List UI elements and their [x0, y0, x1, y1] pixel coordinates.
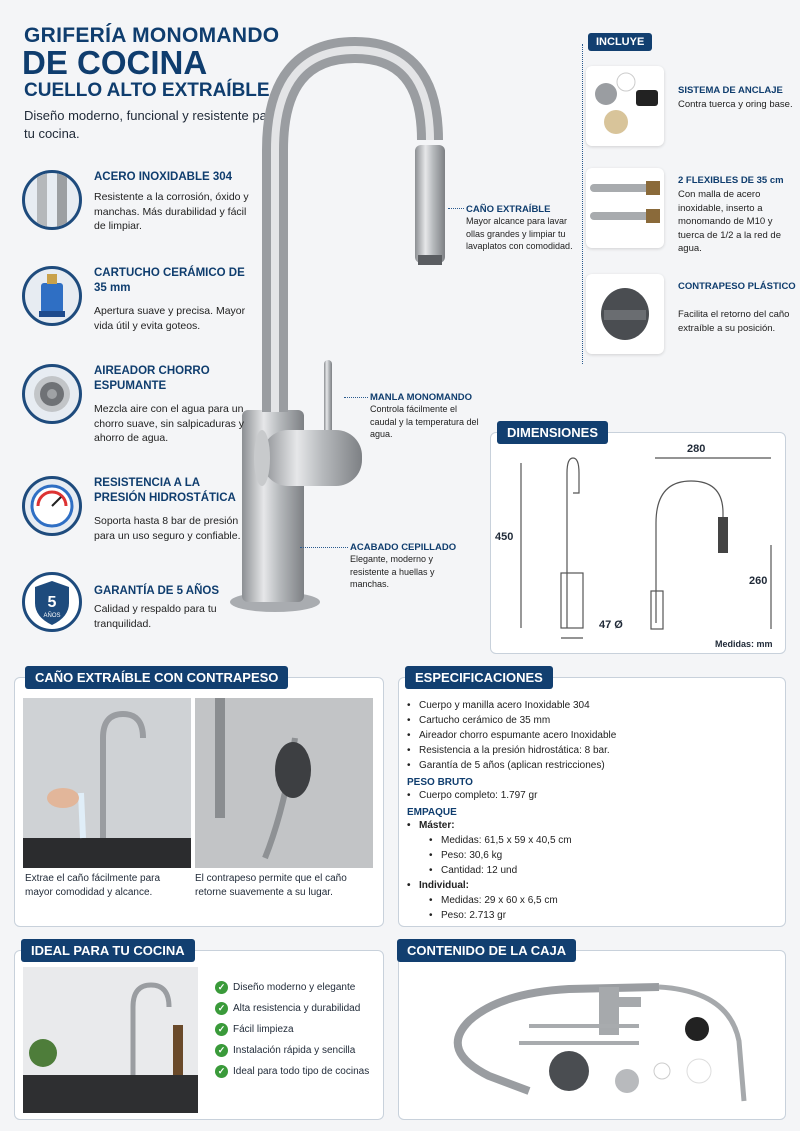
steel-tube-icon [22, 170, 82, 230]
feature-acero [22, 170, 262, 240]
specs-list [407, 698, 777, 773]
peso-header: PESO BRUTO [407, 777, 473, 788]
counterweight-image [586, 274, 664, 354]
feature-title: AIREADOR CHORRO ESPUMANTE [94, 365, 210, 392]
incluye-text: Facilita el retorno del caño extraíble a su posición. [678, 309, 790, 334]
title-line-2: DE COCINA [22, 44, 208, 81]
pullout-caption-2: El contrapeso permite que el caño retorne suavemente a su lugar. [195, 873, 347, 898]
feature-text: Resistente a la corrosión, óxido y manchas. Más durabilidad y fácil de limpiar. [94, 191, 249, 232]
box-contents-image [409, 971, 777, 1116]
feature-aireador [22, 364, 262, 444]
kitchen-photo [23, 967, 198, 1113]
ideal-panel [14, 943, 384, 1120]
check-icon: ✓ [215, 1044, 228, 1057]
spec-item: • Resistencia a la presión hidrostática: 8 bar. [407, 743, 777, 758]
anchor-kit-image [586, 66, 664, 146]
incluye-header: INCLUYE [588, 32, 652, 51]
incluye-title: CONTRAPESO PLÁSTICO [678, 281, 796, 292]
feature-title: RESISTENCIA A LA PRESIÓN HIDROSTÁTICA [94, 477, 236, 504]
peso-item: • Cuerpo completo: 1.797 gr [407, 788, 777, 803]
incluye-divider [582, 44, 583, 364]
individual-item: • Peso: 2.713 gr [429, 908, 777, 923]
ideal-item: ✓ Diseño moderno y elegante [215, 981, 380, 1002]
ideal-list [215, 981, 380, 1086]
specs-panel [398, 670, 786, 927]
spec-item: • Cartucho cerámico de 35 mm [407, 713, 777, 728]
warranty-word: AÑOS [43, 613, 61, 619]
callout-manija [370, 392, 480, 441]
feature-title: CARTUCHO CERÁMICO DE 35 mm [94, 267, 245, 294]
spec-item: • Aireador chorro espumante acero Inoxidable [407, 728, 777, 743]
title-line-3: CUELLO ALTO EXTRAÍBLE [24, 80, 270, 101]
counterweight-photo [195, 698, 373, 868]
feature-title: ACERO INOXIDABLE 304 [94, 171, 233, 183]
callout-dots [344, 397, 368, 398]
callout-text: Elegante, moderno y resistente a huellas y manchas. [350, 554, 435, 589]
cartridge-icon [22, 266, 82, 326]
feature-garantia [22, 572, 262, 642]
callout-text: Controla fácilmente el caudal y la temperatura del agua. [370, 404, 479, 439]
dimensions-panel [490, 425, 786, 654]
individual-item: • Medidas: 29 x 60 x 6,5 cm [429, 893, 777, 908]
ideal-item: ✓ Ideal para todo tipo de cocinas [215, 1065, 380, 1086]
warranty-shield-icon [22, 572, 82, 632]
intro-text: Diseño moderno, funcional y resistente para tu cocina. [24, 108, 279, 141]
callout-text: Mayor alcance para lavar ollas grandes y limpiar tu lavaplatos con comodidad. [466, 216, 573, 251]
feature-cartucho [22, 266, 262, 336]
feature-presion [22, 476, 262, 546]
ideal-item: ✓ Fácil limpieza [215, 1023, 380, 1044]
incluye-text: Contra tuerca y oring base. [678, 99, 793, 110]
check-icon: ✓ [215, 1023, 228, 1036]
check-icon: ✓ [215, 981, 228, 994]
feature-text: Mezcla aire con el agua para un chorro suave, sin salpicaduras y ahorro de agua. [94, 403, 244, 444]
dimensions-header: DIMENSIONES [497, 421, 608, 444]
warranty-number: 5 [47, 594, 57, 611]
callout-title: MANLA MONOMANDO [370, 392, 473, 403]
feature-title: GARANTÍA DE 5 AÑOS [94, 585, 220, 597]
box-contents-header: CONTENIDO DE LA CAJA [397, 939, 576, 962]
pullout-panel [14, 670, 384, 927]
ideal-item: ✓ Alta resistencia y durabilidad [215, 1002, 380, 1023]
callout-title: ACABADO CEPILLADO [350, 542, 457, 553]
pullout-header: CAÑO EXTRAÍBLE CON CONTRAPESO [25, 666, 288, 689]
empaque-header: EMPAQUE [407, 807, 457, 818]
flex-hoses-image [586, 168, 664, 248]
dim-reach: 280 [687, 443, 706, 455]
callout-cano [466, 204, 576, 253]
dim-spout-height: 260 [749, 575, 768, 587]
spec-item: • Garantía de 5 años (aplican restricciones) [407, 758, 777, 773]
dim-base: 47 Ø [599, 619, 623, 631]
master-item: • Peso: 30,6 kg [429, 848, 777, 863]
master-item: • Medidas: 61,5 x 59 x 40,5 cm [429, 833, 777, 848]
aerator-icon [22, 364, 82, 424]
check-icon: ✓ [215, 1065, 228, 1078]
box-contents-panel [398, 943, 786, 1120]
master-label: • Máster: [407, 818, 777, 833]
callout-dots [448, 208, 464, 209]
pressure-gauge-icon [22, 476, 82, 536]
feature-text: Calidad y respaldo para tu tranquilidad. [94, 603, 217, 630]
incluye-text: Con malla de acero inoxidable, inserto a monomando de M10 y tuerca de 1/2 a la red de agua. [678, 189, 781, 254]
feature-text: Soporta hasta 8 bar de presión para un uso seguro y confiable. [94, 515, 241, 542]
check-icon: ✓ [215, 1002, 228, 1015]
pullout-photo [23, 698, 191, 868]
master-item: • Cantidad: 12 und [429, 863, 777, 878]
ideal-header: IDEAL PARA TU COCINA [21, 939, 195, 962]
specs-header: ESPECIFICACIONES [405, 666, 553, 689]
callout-dots [300, 547, 348, 548]
title-line-1: GRIFERÍA MONOMANDO [24, 24, 280, 47]
callout-acabado [350, 542, 460, 591]
spec-item: • Cuerpo y manilla acero Inoxidable 304 [407, 698, 777, 713]
individual-label: • Individual: [407, 878, 777, 893]
dim-unit-note: Medidas: mm [715, 639, 773, 649]
dimensions-drawing [491, 433, 787, 655]
pullout-caption-1: Extrae el caño fácilmente para mayor comodidad y alcance. [25, 873, 161, 898]
callout-title: CAÑO EXTRAÍBLE [466, 204, 551, 215]
incluye-title: 2 FLEXIBLES DE 35 cm [678, 175, 784, 186]
ideal-item: ✓ Instalación rápida y sencilla [215, 1044, 380, 1065]
incluye-title: SISTEMA DE ANCLAJE [678, 85, 783, 96]
dim-height: 450 [495, 531, 514, 543]
feature-text: Apertura suave y precisa. Mayor vida útil y evita goteos. [94, 305, 246, 332]
